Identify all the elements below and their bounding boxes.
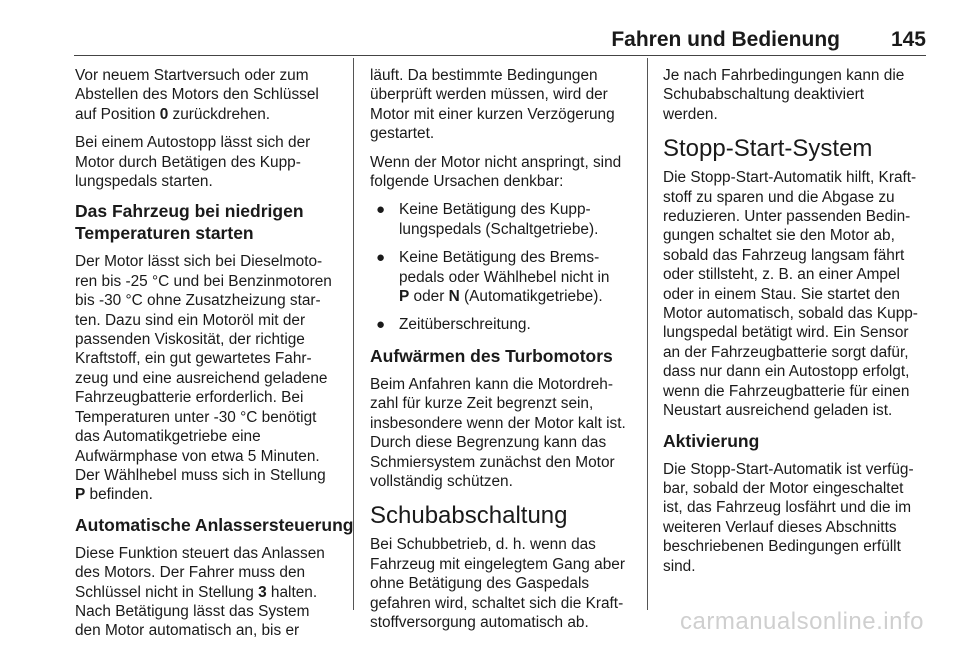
header-title: Fahren und Bedienung [611, 28, 840, 51]
paragraph: Bei Schubbetrieb, d. h. wenn das Fahrzeug mit eingelegtem Gang aber ohne Betätigung des Gaspedals gefahren wird, schaltet sich die Kraft- stoffversorgung automatisch ab. [370, 536, 625, 631]
column-divider [647, 58, 648, 610]
chapter-heading: Schubabschaltung [370, 502, 568, 530]
list-item: ● Keine Betätigung des Kupp- lungspedals (Schaltgetriebe). [376, 201, 599, 238]
page-number: 145 [890, 28, 926, 51]
column-3 [663, 66, 928, 585]
paragraph: Bei einem Autostopp lässt sich der Motor durch Betätigen des Kupp- lungspedals starten. [75, 134, 311, 191]
watermark: carmanualsonline.info [680, 608, 924, 635]
paragraph: Die Stopp-Start-Automatik hilft, Kraft- stoff zu sparen und die Abgase zu reduzieren. Unter passenden Bedin- gungen schaltet sie den Motor ab, sobald das Fahrzeug langsam fährt oder stillsteht, z. B. an einer Ampel oder in einem Stau. Sie startet den Motor automatisch, sobald das Kupp- lungspedal betätigt wird. Ein Sensor an der Fahrzeugbatterie sorgt dafür, dass nur dann ein Autostopp erfolgt, wenn die Fahrzeugbatterie für einen Neustart ausreichend geladen ist. [663, 169, 918, 420]
page-header [74, 22, 926, 56]
section-heading: Aufwärmen des Turbomotors [370, 345, 613, 366]
bullet-icon: ● [376, 201, 386, 219]
column-divider [353, 58, 354, 610]
chapter-heading: Stopp-Start-System [663, 135, 873, 163]
column-2 [370, 66, 638, 641]
paragraph: Je nach Fahrbedingungen kann die Schubabschaltung deaktiviert werden. [663, 67, 905, 123]
paragraph: läuft. Da bestimmte Bedingungen überprüft werden müssen, wird der Motor mit einer kurzen Verzögerung gestartet. [370, 67, 615, 143]
paragraph: Die Stopp-Start-Automatik ist verfüg- bar, sobald der Motor eingeschaltet ist, das Fahrzeug losfährt und die im weiteren Verlauf dieses Abschnitts beschriebenen Bedingungen erfüllt sind. [663, 460, 914, 575]
list-item: ● Zeitüberschreitung. [376, 316, 531, 334]
section-heading: Automatische Anlassersteuerung [75, 514, 354, 535]
section-heading: Das Fahrzeug bei niedrigen Temperaturen starten [75, 201, 304, 244]
header-rule [74, 55, 926, 56]
bullet-icon: ● [376, 316, 386, 334]
bullet-icon: ● [376, 249, 386, 267]
column-1 [75, 66, 354, 650]
paragraph: Der Motor lässt sich bei Dieselmoto- ren bis -25 °C und bei Benzinmotoren bis -30 °C ohne Zusatzheizung star- ten. Dazu sind ein Motoröl mit der passenden Viskosität, der richtige Kraftstoff, ein gut gewartetes Fahr- zeug und eine ausreichend geladene Fahrzeugbatterie erforderlich. Bei Temperaturen unter -30 °C benötigt das Automatikgetriebe eine Aufwärmphase von etwa 5 Minuten. Der Wählhebel muss sich in Stellung P befinden. [75, 253, 332, 504]
paragraph: Diese Funktion steuert das Anlassen des Motors. Der Fahrer muss den Schlüssel nicht in Stellung 3 halten. Nach Betätigung lässt das System den Motor automatisch an, bis er [75, 544, 325, 640]
paragraph: Beim Anfahren kann die Motordreh- zahl für kurze Zeit begrenzt sein, insbesondere wenn der Motor kalt ist. Durch diese Begrenzung kann das Schmiersystem zunächst den Motor vollständig schützen. [370, 375, 626, 490]
paragraph: Wenn der Motor nicht anspringt, sind folgende Ursachen denkbar: [370, 153, 622, 191]
paragraph: Vor neuem Startversuch oder zum Abstellen des Motors den Schlüssel auf Position 0 zurückdrehen. [75, 67, 319, 123]
section-heading: Aktivierung [663, 430, 760, 451]
list-item: ● Keine Betätigung des Brems- pedals oder Wählhebel nicht in P oder N (Automatikgetriebe). [376, 249, 610, 306]
cause-list [370, 200, 638, 334]
